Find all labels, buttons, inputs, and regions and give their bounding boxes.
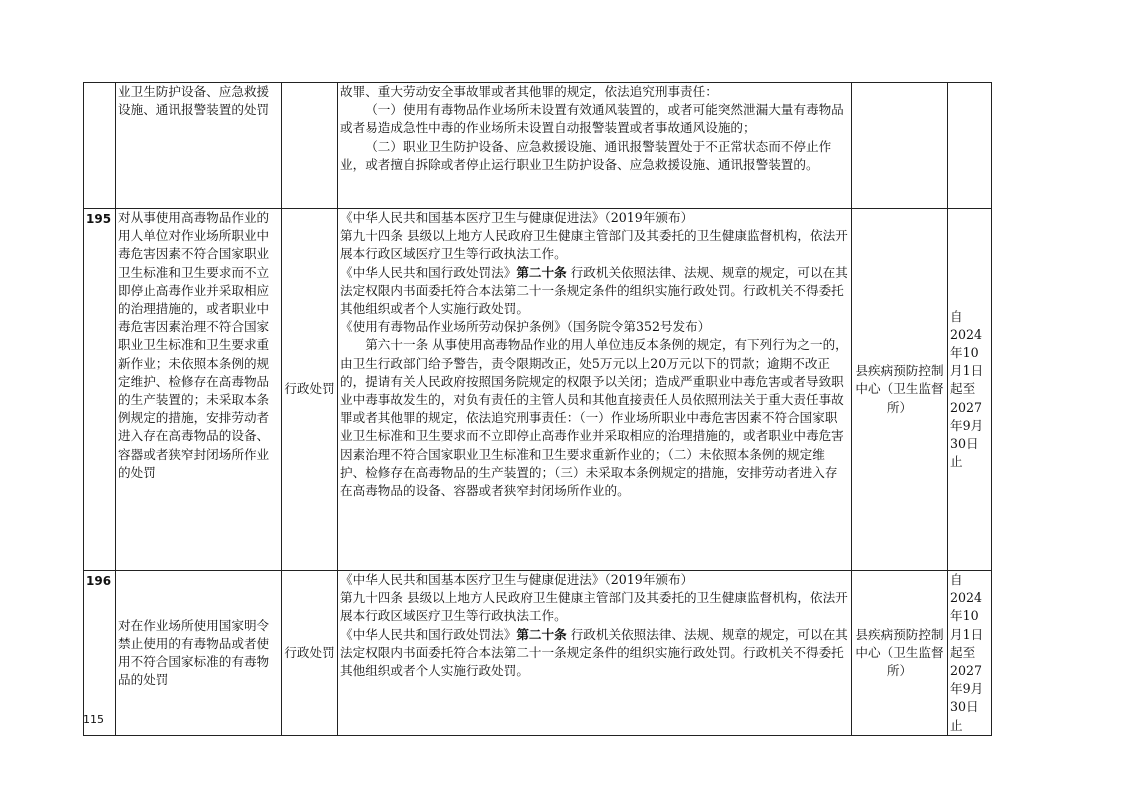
legal-basis-cell [338,83,852,209]
department-cell: 县疾病预防控制中心（卫生监督所） [852,209,948,571]
department-cell [852,83,948,209]
basis-paragraph: 故罪、重大劳动安全事故罪或者其他罪的规定，依法追究刑事责任： [340,84,718,99]
item-type-cell: 行政处罚 [282,571,338,736]
page-number: 115 [83,713,104,726]
law-title: 《中华人民共和国行政处罚法》 [340,264,517,280]
item-type-cell: 行政处罚 [282,209,338,571]
period-cell: 自2024年10月1日起至2027年9月30日止 [948,571,992,736]
item-name-cell: 对在作业场所使用国家明令禁止使用的有毒物品或者使用不符合国家标准的有毒物品的处罚 [116,571,282,736]
basis-paragraph: 第九十四条 县级以上地方人民政府卫生健康主管部门及其委托的卫生健康监督机构，依法开展本行政区域医疗卫生等行政执法工作。 [340,228,848,262]
row-number: 196 [84,571,116,736]
department-cell: 县疾病预防控制中心（卫生监督所） [852,571,948,736]
basis-paragraph: （二）职业卫生防护设备、应急救援设施、通讯报警装置处于不正常状态而不停止作业，或者擅自拆除或者停止运行职业卫生防护设备、应急救援设施、通讯报警装置的。 [340,138,832,172]
article-text: 行政机关依照法律、法规、规章的规定，可以在其法定权限内书面委托符合本法第二十一条规定条件的组织实施行政处罚。行政机关不得委托其他组织或者个人实施行政处罚。 [340,264,848,317]
article-number: 第二十条 [516,626,567,642]
basis-paragraph: （一）使用有毒物品作业场所未设置有效通风装置的，或者可能突然泄漏大量有毒物品或者易造成急性中毒的作业场所未设置自动报警装置或者事故通风设施的； [340,102,844,136]
legal-basis-cell [338,209,852,571]
basis-paragraph: 《使用有毒物品作业场所劳动保护条例》（国务院令第352号发布） [340,319,711,335]
table-row [84,83,992,209]
table-row [84,571,992,736]
item-name-cell: 对从事使用高毒物品作业的用人单位对作业场所职业中毒危害因素不符合国家职业卫生标准和卫生要求而不立即停止高毒作业并采取相应的治理措施的，或者职业中毒危害因素治理不符合国家职业卫生标准和卫生要求重新作业；未依照本条例的规定维护、检修存在高毒物品的生产装置的；未采取本条例规定的措施，安排劳动者进入存在高毒物品的设备、容器或者狭窄封闭场所作业的处罚 [116,209,282,571]
item-type-cell [282,83,338,209]
table-row [84,209,992,571]
basis-paragraph [340,264,849,319]
delegation-table [83,82,992,736]
basis-paragraph [340,626,849,681]
basis-paragraph: 《中华人民共和国基本医疗卫生与健康促进法》（2019年颁布） [340,572,694,587]
basis-paragraph: 第九十四条 县级以上地方人民政府卫生健康主管部门及其委托的卫生健康监督机构，依法开展本行政区域医疗卫生等行政执法工作。 [340,590,848,624]
basis-paragraph: 第六十一条 从事使用高毒物品作业的用人单位违反本条例的规定，有下列行为之一的，由卫生行政部门给予警告，责令限期改正，处5万元以上20万元以下的罚款；逾期不改正的，提请有关人民政府按照国务院规定的权限予以关闭；造成严重职业中毒危害或者导致职业中毒事故发生的，对负有责任的主管人员和其他直接责任人员依照刑法关于重大责任事故罪或者其他罪的规定，依法追究刑事责任：（一）作业场所职业中毒危害因素不符合国家职业卫生标准和卫生要求而不立即停止高毒作业并采取相应的治理措施的，或者职业中毒危害因素治理不符合国家职业卫生标准和卫生要求重新作业的；（二）未依照本条例的规定维护、检修存在高毒物品的生产装置的；（三）未采取本条例规定的措施，安排劳动者进入存在高毒物品的设备、容器或者狭窄封闭场所作业的。 [340,337,848,499]
row-number [84,83,116,209]
item-name-cell: 业卫生防护设备、应急救援设施、通讯报警装置的处罚 [116,83,282,209]
row-number: 195 [84,209,116,571]
article-text: 行政机关依照法律、法规、规章的规定，可以在其法定权限内书面委托符合本法第二十一条规定条件的组织实施行政处罚。行政机关不得委托其他组织或者个人实施行政处罚。 [340,626,848,679]
article-number: 第二十条 [516,264,567,280]
basis-paragraph: 《中华人民共和国基本医疗卫生与健康促进法》（2019年颁布） [340,210,694,225]
law-title: 《中华人民共和国行政处罚法》 [340,626,517,642]
period-cell [948,83,992,209]
period-cell: 自2024年10月1日起至2027年9月30日止 [948,209,992,571]
legal-basis-cell [338,571,852,736]
